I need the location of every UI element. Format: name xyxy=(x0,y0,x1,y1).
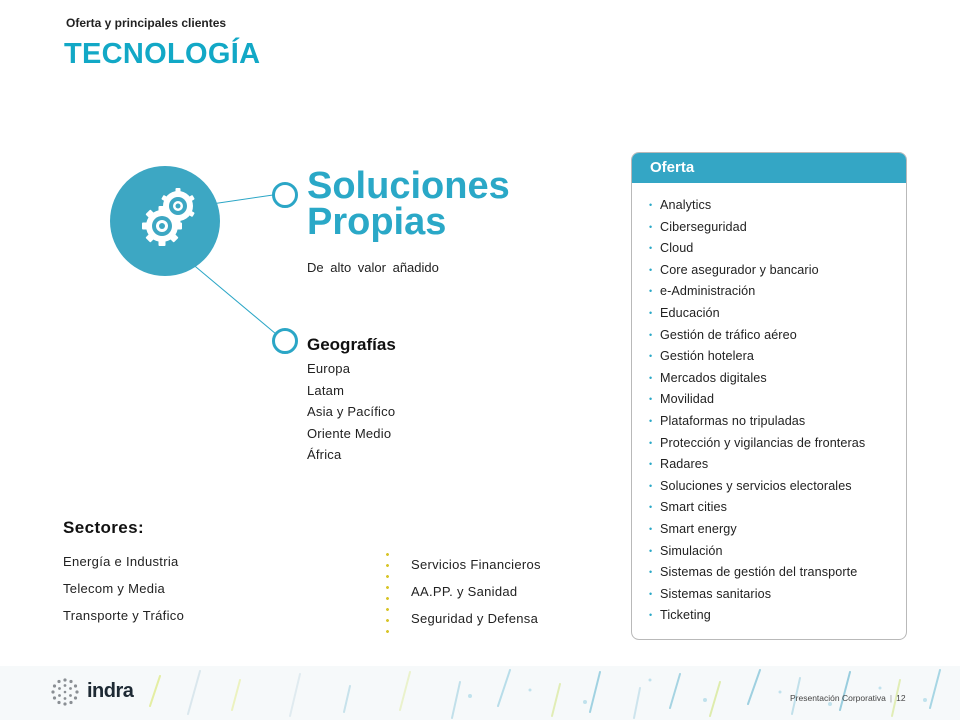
footer-caption xyxy=(790,693,906,703)
oferta-item-label: Smart cities xyxy=(660,500,727,515)
oferta-item xyxy=(649,456,906,478)
oferta-item xyxy=(649,543,906,565)
oferta-item-label: Protección y vigilancias de fronteras xyxy=(660,435,866,450)
geographies-heading: Geografías xyxy=(307,335,396,354)
oferta-list xyxy=(632,183,906,629)
bullet-icon: • xyxy=(649,200,653,210)
oferta-item-label: e-Administración xyxy=(660,284,756,299)
bullet-icon: • xyxy=(649,545,653,556)
bullet-icon: • xyxy=(649,243,653,254)
oferta-item-label: Smart energy xyxy=(660,521,737,536)
oferta-item-label: Gestión de tráfico aéreo xyxy=(660,327,797,342)
bullet-icon: • xyxy=(649,415,653,426)
geography-item: Latam xyxy=(307,382,345,398)
bullet-icon: • xyxy=(649,307,653,318)
sector-item: AA.PP. y Sanidad xyxy=(411,584,518,599)
connector-ring-solutions xyxy=(272,182,298,208)
sector-item: Seguridad y Defensa xyxy=(411,611,539,626)
oferta-item xyxy=(649,219,906,241)
oferta-item-label: Educación xyxy=(660,305,720,320)
oferta-item-label: Mercados digitales xyxy=(660,370,767,385)
bullet-icon: • xyxy=(649,286,653,297)
bullet-icon: • xyxy=(649,459,653,470)
oferta-item xyxy=(649,391,906,413)
oferta-item xyxy=(649,283,906,305)
geography-item: África xyxy=(307,447,342,463)
oferta-panel xyxy=(631,152,907,640)
footer-caption-text: Presentación Corporativa xyxy=(790,693,886,703)
sector-item: Telecom y Media xyxy=(63,581,166,596)
footer-separator: | xyxy=(889,693,893,703)
oferta-item xyxy=(649,197,906,219)
bullet-icon: • xyxy=(649,351,653,362)
page-title: TECNOLOGÍA xyxy=(64,38,261,70)
oferta-item xyxy=(649,262,906,284)
oferta-item-label: Plataformas no tripuladas xyxy=(660,413,806,428)
oferta-item xyxy=(649,607,906,629)
geographies-list xyxy=(307,360,395,468)
geography-item: Asia y Pacífico xyxy=(307,404,396,420)
oferta-item xyxy=(649,521,906,543)
oferta-item-label: Soluciones y servicios electorales xyxy=(660,478,852,493)
oferta-item xyxy=(649,240,906,262)
oferta-item xyxy=(649,564,906,586)
oferta-item-label: Core asegurador y bancario xyxy=(660,262,819,277)
oferta-item-label: Sistemas sanitarios xyxy=(660,586,772,601)
bullet-icon: • xyxy=(649,480,653,491)
oferta-item-label: Ticketing xyxy=(660,608,711,623)
connector-ring-geographies xyxy=(272,328,298,354)
oferta-header: Oferta xyxy=(632,153,906,183)
hero-subheading: De alto valor añadido xyxy=(307,260,439,275)
sector-item: Energía e Industria xyxy=(63,554,179,569)
bullet-icon: • xyxy=(649,437,653,448)
bullet-icon: • xyxy=(649,567,653,578)
gears-icon xyxy=(140,188,196,248)
sector-item: Transporte y Tráfico xyxy=(63,608,185,623)
section-subtitle: Oferta y principales clientes xyxy=(66,16,227,30)
sectors-list-right xyxy=(411,556,541,637)
sectors-list-left xyxy=(63,553,184,634)
oferta-item xyxy=(649,348,906,370)
logo-dots-icon xyxy=(50,677,80,707)
oferta-item-label: Movilidad xyxy=(660,392,715,407)
oferta-item-label: Cloud xyxy=(660,241,694,256)
oferta-item xyxy=(649,478,906,500)
bullet-icon: • xyxy=(649,221,653,232)
hero-icon-circle xyxy=(110,166,220,276)
oferta-item-label: Radares xyxy=(660,457,709,472)
brand-wordmark: indra xyxy=(87,680,134,702)
oferta-item xyxy=(649,305,906,327)
oferta-item xyxy=(649,586,906,608)
oferta-item-label: Simulación xyxy=(660,543,723,558)
oferta-item-label: Ciberseguridad xyxy=(660,219,747,234)
oferta-item-label: Sistemas de gestión del transporte xyxy=(660,565,858,580)
geography-item: Oriente Medio xyxy=(307,425,392,441)
bullet-icon: • xyxy=(649,372,653,383)
bullet-icon: • xyxy=(649,610,653,621)
bullet-icon: • xyxy=(649,588,653,599)
bullet-icon: • xyxy=(649,264,653,275)
oferta-item xyxy=(649,435,906,457)
bullet-icon: • xyxy=(649,523,653,534)
oferta-item xyxy=(649,499,906,521)
oferta-item xyxy=(649,370,906,392)
hero-heading: Soluciones Propias xyxy=(307,165,510,243)
oferta-item-label: Gestión hotelera xyxy=(660,349,755,364)
bullet-icon: • xyxy=(649,502,653,513)
sector-item: Servicios Financieros xyxy=(411,557,541,572)
geography-item: Europa xyxy=(307,361,351,376)
page-number: 12 xyxy=(896,693,906,703)
bullet-icon: • xyxy=(649,329,653,340)
oferta-item-label: Analytics xyxy=(660,198,712,212)
connector-line-geographies xyxy=(190,262,276,334)
sectors-heading: Sectores: xyxy=(63,518,145,537)
oferta-item xyxy=(649,413,906,435)
bullet-icon: • xyxy=(649,394,653,405)
indra-logo xyxy=(50,677,150,711)
dotted-divider xyxy=(386,549,389,641)
oferta-item xyxy=(649,327,906,349)
